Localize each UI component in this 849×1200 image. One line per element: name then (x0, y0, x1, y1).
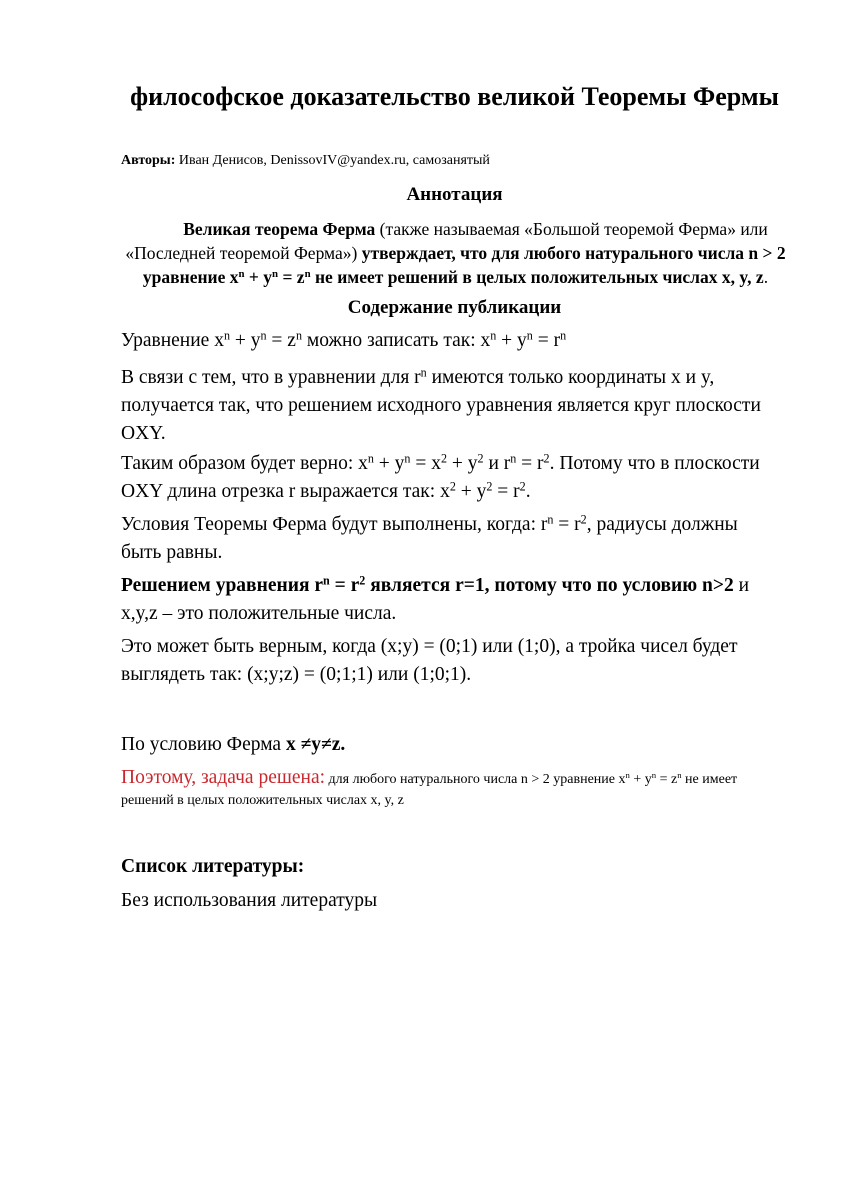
abstract-end: . (763, 267, 769, 287)
abstract-eq-part: + y (244, 267, 273, 287)
p1-text: + y (496, 330, 527, 351)
sup: n (223, 328, 230, 343)
sup: 2 (477, 451, 484, 466)
p3-text: OXY длина отрезка r выражается так: x (121, 481, 450, 502)
sup: 2 (440, 451, 448, 466)
sup: n (304, 268, 311, 281)
abstract-heading: Аннотация (406, 184, 503, 205)
p7-text: По условию Ферма (121, 734, 286, 755)
p5-text: и (733, 575, 750, 596)
sup: 2 (519, 479, 526, 494)
sup: n (272, 268, 279, 281)
p2-text: В связи с тем, что в уравнении для r (121, 367, 421, 388)
p1-text: можно записать так: x (302, 330, 491, 351)
p2-line-3: OXY. (121, 423, 166, 444)
conclusion-paragraph (121, 766, 801, 810)
sup: n (547, 512, 554, 527)
conclusion-text: = z (656, 772, 678, 787)
authors-label: Авторы: (121, 153, 176, 168)
sup: n (510, 451, 517, 466)
p3-text: = x (410, 453, 441, 474)
p3-text: + y (455, 481, 487, 502)
paragraph-2 (121, 364, 801, 448)
sup: n (526, 328, 533, 343)
paragraph-1 (121, 327, 801, 355)
paragraph-5 (121, 572, 801, 628)
p3-text: . Потому что в плоскости (549, 453, 760, 474)
abstract-term: Великая теорема Ферма (183, 219, 376, 239)
sup: 2 (449, 479, 456, 494)
paragraph-6 (121, 633, 801, 689)
p4-text: = r (553, 514, 581, 535)
p3-text: Таким образом будет верно: x (121, 453, 368, 474)
paragraph-7 (121, 731, 801, 759)
p2-text: имеются только координаты x и y, (426, 367, 715, 388)
p1-text: = z (266, 330, 296, 351)
p2-line-2: получается так, что решением исходного уравнения является круг плоскости (121, 395, 761, 416)
abstract-line-1-rest: (также называемая «Большой теоремой Ферма» или (375, 219, 768, 239)
p6-line-1: Это может быть верным, когда (x;y) = (0;1) или (1;0), а тройка чисел будет (121, 636, 738, 657)
sup: n (677, 770, 682, 781)
document-title: философское доказательство великой Теоремы Фермы (130, 82, 779, 111)
abstract-eq-part: уравнение x (142, 267, 239, 287)
p3-text: = r (516, 453, 544, 474)
p6-line-2: выглядеть так: (x;y;z) = (0;1;1) или (1;0;1). (121, 664, 472, 685)
authors-text: Иван Денисов, DenissovIV@yandex.ru, самозанятый (175, 153, 490, 168)
sup: n (560, 328, 567, 343)
p3-text: . (525, 481, 531, 502)
p3-text: и r (483, 453, 511, 474)
abstract-line-1 (121, 217, 790, 241)
abstract-paragraph (121, 217, 790, 289)
sup: 2 (359, 573, 366, 588)
sup: n (238, 268, 245, 281)
p5-text: является r=1, потому что по условию n>2 (365, 575, 734, 596)
p1-text: + y (230, 330, 261, 351)
abstract-eq-part: = z (278, 267, 305, 287)
p4-line-2: быть равны. (121, 542, 223, 563)
p3-text: + y (373, 453, 405, 474)
conclusion-highlight: Поэтому, задача решена: (121, 767, 326, 788)
p5-text: = r (329, 575, 360, 596)
sup: n (260, 328, 267, 343)
sup: n (625, 770, 630, 781)
p4-text: , радиусы должны (586, 514, 738, 535)
sup: 2 (580, 512, 587, 527)
content-heading: Содержание публикации (347, 297, 562, 318)
references-heading: Список литературы: (121, 856, 305, 877)
conclusion-text: не имеет (681, 772, 738, 787)
p1-text: = r (532, 330, 561, 351)
p3-text: = r (492, 481, 520, 502)
sup: n (490, 328, 497, 343)
conclusion-line-2: решений в целых положительных числах x, y, z (121, 793, 404, 808)
abstract-line-2-plain: «Последней теоремой Ферма») (125, 243, 362, 263)
sup: n (367, 451, 374, 466)
p7-bold: x ≠y≠z. (285, 734, 346, 755)
abstract-line-3 (121, 265, 790, 289)
conclusion-text: для любого натурального числа n > 2 уравнение x (325, 772, 626, 787)
sup: n (420, 365, 427, 380)
paragraph-3 (121, 450, 801, 506)
p5-text: Решением уравнения r (121, 575, 324, 596)
sup: n (323, 573, 330, 588)
paragraph-4 (121, 511, 801, 567)
abstract-line-2-bold: утверждает, что для любого натурального числа n > 2 (361, 243, 786, 263)
references-body: Без использования литературы (121, 890, 378, 911)
abstract-line-2 (121, 241, 790, 265)
authors-line (121, 152, 490, 170)
conclusion-text: + y (629, 772, 652, 787)
sup: n (651, 770, 657, 781)
p5-line-2: x,y,z – это положительные числа. (121, 603, 397, 624)
p4-text: Условия Теоремы Ферма будут выполнены, когда: r (121, 514, 548, 535)
sup: 2 (543, 451, 550, 466)
sup: n (295, 328, 302, 343)
abstract-eq-part: не имеет решений в целых положительных числах x, y, z (310, 267, 764, 287)
sup: 2 (486, 479, 493, 494)
sup: n (404, 451, 411, 466)
p3-text: + y (447, 453, 478, 474)
p1-text: Уравнение x (121, 330, 224, 351)
